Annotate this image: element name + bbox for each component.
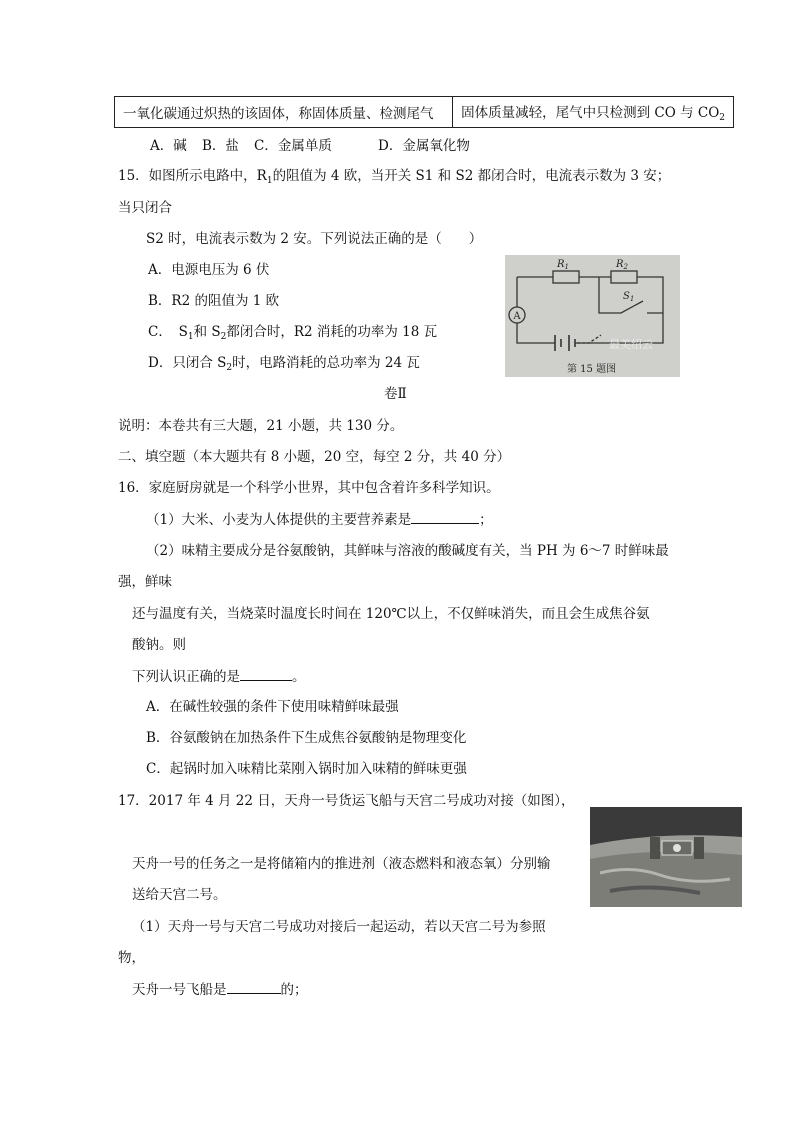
q15-option-c: C． $S_1$和 $S_2$都闭合时，R2 消耗的功率为 18 瓦 [148,324,438,342]
q17-sub1-blank[interactable] [227,980,281,994]
q15-option-b: B．R2 的阻值为 1 欧 [148,293,280,309]
earth-and-spacecraft-image [590,807,742,907]
section-title: 卷Ⅱ [384,386,407,402]
q17-stem-line2: 天舟一号的任务之一是将储箱内的推进剂（液态燃料和液态氧）分别输 [132,856,551,872]
section-note: 说明：本卷共有三大题，21 小题，共 130 分。 [118,418,404,434]
q16-stem: 16．家庭厨房就是一个科学小世界，其中包含着许多科学知识。 [118,480,500,496]
q17-stem-line1: 17．2017 年 4 月 22 日，天舟一号货运飞船与天宫二号成功对接（如图）， [118,793,575,809]
spacecraft-photo [590,807,742,907]
r1-label: $R_1$ [557,259,569,271]
q16-sub2-line3: 还与温度有关，当烧菜时温度长时间在 120℃以上，不仅鲜味消失，而且会生成焦谷氨 [132,606,650,622]
circuit-diagram [505,255,680,377]
q16-sub2-line2: 强，鲜味 [118,574,172,590]
figure-caption: 第 15 题图 [567,364,617,375]
resistor-r1 [553,271,579,283]
s1-label: $S_1$ [623,291,635,303]
ammeter-label: A [513,311,521,322]
q14-option-a: A．碱 [150,138,187,154]
q15-stem-line2: 当只闭合 [118,200,172,216]
q15-option-d: D．只闭合 $S_2$时，电路消耗的总功率为 24 瓦 [148,355,420,373]
q16-option-a: A．在碱性较强的条件下使用味精鲜味最强 [146,699,399,715]
q14-option-d: D．金属氧化物 [378,138,470,154]
q16-sub2-line4: 酸钠。则 [132,637,186,653]
circuit-figure [505,255,680,377]
q16-sub2-line1: （2）味精主要成分是谷氨酸钠，其鲜味与溶液的酸碱度有关，当 PH 为 6～7 时鲜味最 [146,543,669,559]
q17-sub1-line2: 物， [118,950,145,966]
q15-option-a: A．电源电压为 6 伏 [148,262,270,278]
q16-sub2-line5: 下列认识正确的是 。 [132,669,306,685]
q16-sub2-blank[interactable] [240,667,292,681]
watermark-text: 最美绍云 [609,338,653,351]
part2-heading: 二、填空题（本大题共有 8 小题，20 空，每空 2 分，共 40 分） [118,449,511,465]
q14-option-b: B．盐 [202,138,239,154]
q15-stem-line1: 15．如图所示电路中，$R_1$的阻值为 4 欧，当开关 S1 和 S2 都闭合时，电流表示数为 3 安； [118,168,671,186]
q16-option-b: B．谷氨酸钠在加热条件下生成焦谷氨酸钠是物理变化 [146,730,467,746]
q16-sub1-blank[interactable] [411,510,479,524]
q15-stem-line3: S2 时，电流表示数为 2 安。下列说法正确的是（ ） [146,231,483,247]
resistor-r2 [611,271,637,283]
q16-sub1: （1）大米、小麦为人体提供的主要营养素是 ； [146,512,493,528]
q17-sub1-line3: 天舟一号飞船是 的； [132,982,308,998]
q14-option-c: C．金属单质 [254,138,332,154]
r2-label: $R_2$ [616,259,628,271]
q17-stem-line3: 送给天宫二号。 [132,887,227,903]
table-cell-experiment: 一氧化碳通过炽热的该固体，称固体质量、检测尾气 [115,97,453,128]
table-cell-result: 固体质量减轻，尾气中只检测到 CO 与 $CO_2$ [453,97,734,128]
q14-table [114,96,734,128]
q16-option-c: C．起锅时加入味精比菜刚入锅时加入味精的鲜味更强 [146,761,467,777]
q17-sub1-line1: （1）天舟一号与天宫二号成功对接后一起运动，若以天宫二号为参照 [132,919,546,935]
